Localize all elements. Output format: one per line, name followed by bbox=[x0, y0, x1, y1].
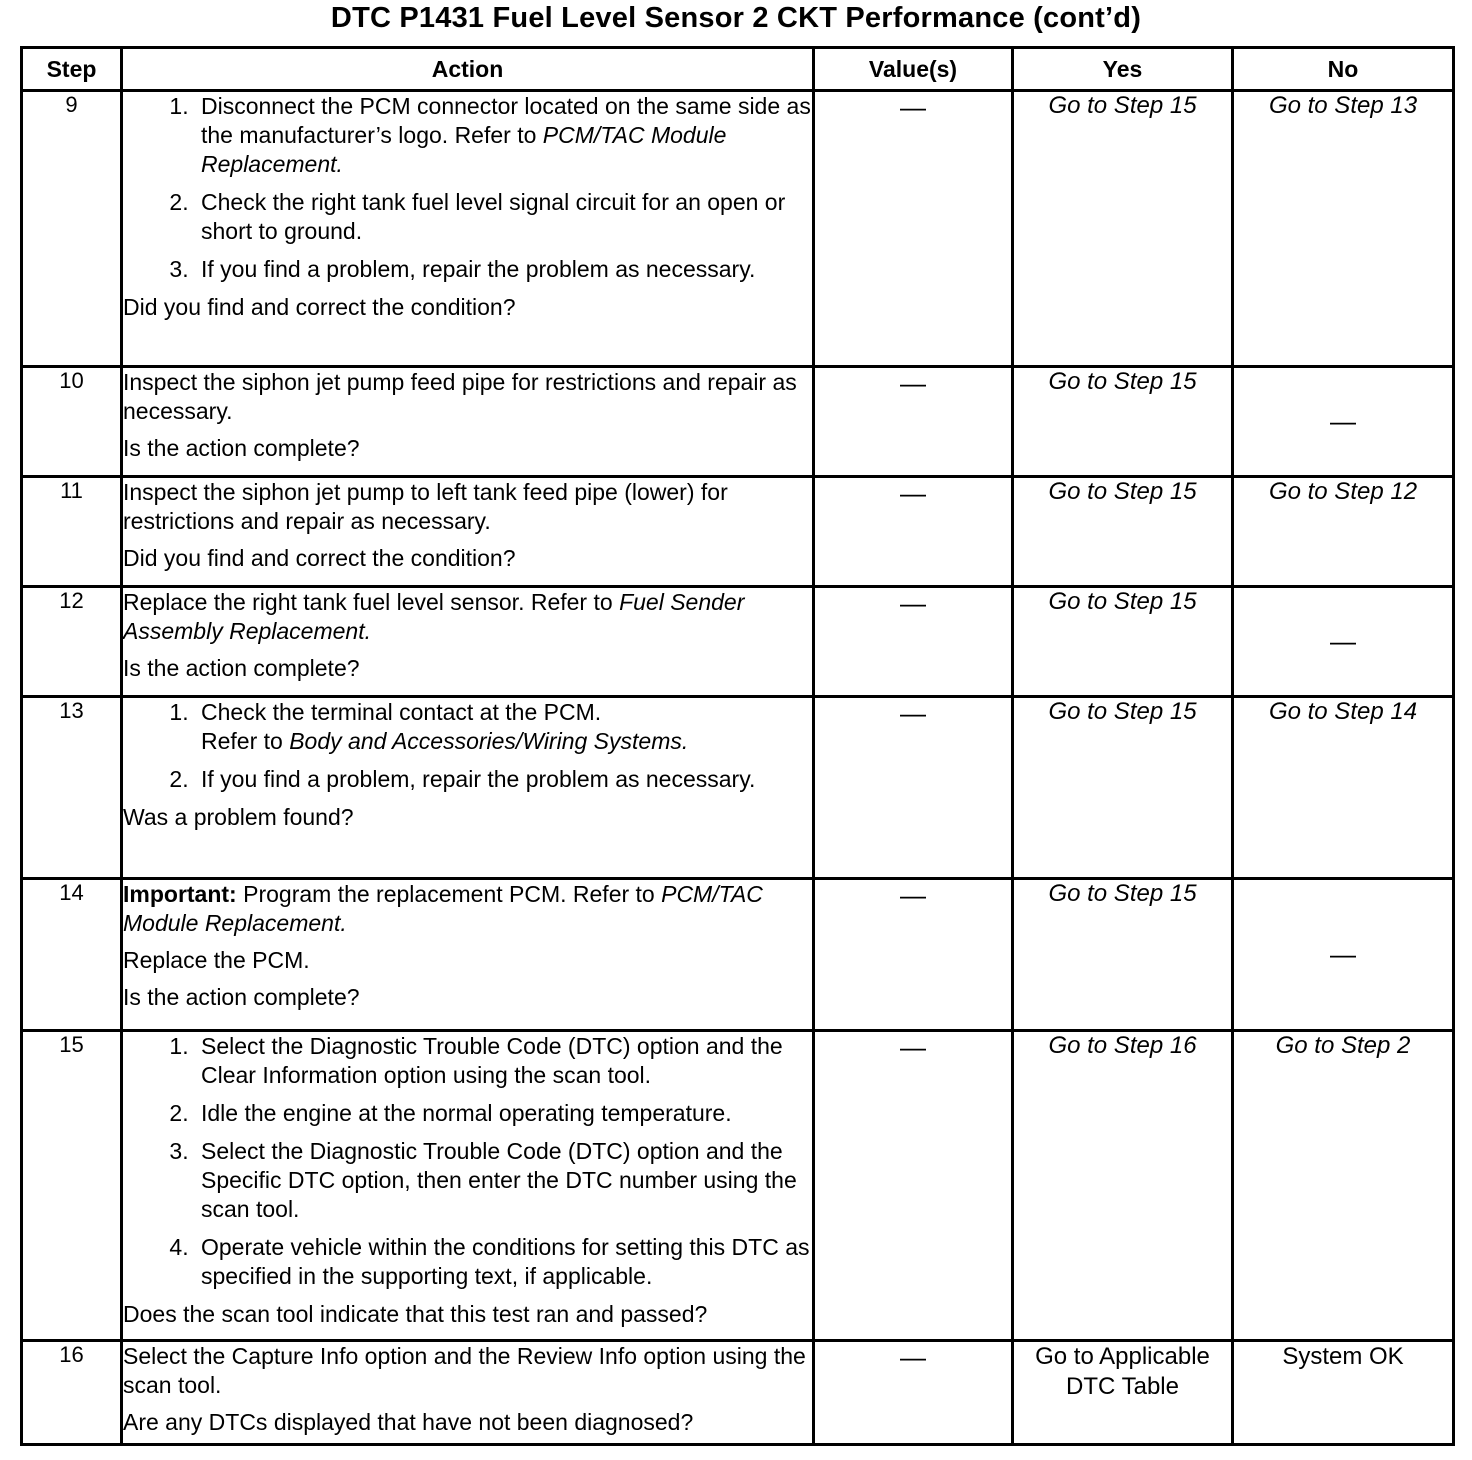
table-row-step-9 bbox=[22, 91, 1454, 367]
page-title: DTC P1431 Fuel Level Sensor 2 CKT Performance (cont’d) bbox=[330, 2, 1142, 34]
table-row-step-16 bbox=[22, 1341, 1454, 1445]
header-action: Action bbox=[122, 48, 814, 91]
list-item: 3. Select the Diagnostic Trouble Code (DTC) option and the Specific DTC option, then enter the DTC number using the scan tool. bbox=[195, 1137, 812, 1224]
question-text: Is the action complete? bbox=[123, 655, 360, 681]
value-cell: — bbox=[814, 587, 1013, 697]
yes-cell bbox=[1013, 1341, 1233, 1445]
question-text: Does the scan tool indicate that this test ran and passed? bbox=[123, 1301, 708, 1327]
action-cell bbox=[122, 91, 814, 367]
yes-cell: Go to Step 16 bbox=[1013, 1031, 1233, 1341]
no-cell: Go to Step 12 bbox=[1233, 477, 1454, 587]
instruction-text: Refer to bbox=[201, 728, 290, 754]
list-item: 3. If you find a problem, repair the problem as necessary. bbox=[195, 255, 812, 284]
table-row-step-10 bbox=[22, 367, 1454, 477]
table-row-step-11 bbox=[22, 477, 1454, 587]
question-text: Was a problem found? bbox=[123, 804, 354, 830]
step-number: 15 bbox=[22, 1031, 122, 1341]
yes-cell: Go to Step 15 bbox=[1013, 879, 1233, 1031]
reference-link-text: PCM/TAC Module Replacement. bbox=[201, 122, 727, 177]
step-number: 10 bbox=[22, 367, 122, 477]
diagnostic-table bbox=[20, 46, 1455, 1446]
table-row-step-13 bbox=[22, 697, 1454, 879]
reference-link-text: PCM/TAC Module Replacement. bbox=[123, 881, 763, 936]
value-cell: — bbox=[814, 91, 1013, 367]
action-text: Select the Capture Info option and the Review Info option using the scan tool. bbox=[123, 1343, 806, 1398]
action-list bbox=[123, 1032, 812, 1291]
list-item: 2. Check the right tank fuel level signal circuit for an open or short to ground. bbox=[195, 188, 812, 246]
question-text: Did you find and correct the condition? bbox=[123, 294, 516, 320]
value-cell: — bbox=[814, 477, 1013, 587]
instruction-text: Program the replacement PCM. Refer to bbox=[236, 881, 662, 907]
table-row-step-14 bbox=[22, 879, 1454, 1031]
list-item: 1. Select the Diagnostic Trouble Code (DTC) option and the Clear Information option using the scan tool. bbox=[195, 1032, 812, 1090]
action-cell bbox=[122, 1031, 814, 1341]
action-cell bbox=[122, 697, 814, 879]
action-text bbox=[123, 588, 812, 646]
instruction-text: Disconnect the PCM connector located on the same side as the manufacturer’s logo. Refer to bbox=[201, 93, 811, 148]
reference-link-text: Body and Accessories/Wiring Systems. bbox=[289, 728, 689, 754]
table-header-row bbox=[22, 48, 1454, 91]
value-cell: — bbox=[814, 1341, 1013, 1445]
no-cell: Go to Step 2 bbox=[1233, 1031, 1454, 1341]
instruction-text: Replace the right tank fuel level sensor. Refer to bbox=[123, 589, 620, 615]
table-row-step-12 bbox=[22, 587, 1454, 697]
no-cell: — bbox=[1233, 587, 1454, 697]
action-cell bbox=[122, 1341, 814, 1445]
instruction-text: Check the terminal contact at the PCM. bbox=[201, 699, 602, 725]
yes-cell: Go to Step 15 bbox=[1013, 587, 1233, 697]
question-text: Is the action complete? bbox=[123, 435, 360, 461]
yes-cell: Go to Step 15 bbox=[1013, 477, 1233, 587]
action-cell bbox=[122, 587, 814, 697]
value-cell: — bbox=[814, 367, 1013, 477]
header-values: Value(s) bbox=[814, 48, 1013, 91]
action-text: Inspect the siphon jet pump to left tank feed pipe (lower) for restrictions and repair as necessary. bbox=[123, 479, 728, 534]
yes-cell: Go to Step 15 bbox=[1013, 367, 1233, 477]
no-cell: — bbox=[1233, 367, 1454, 477]
no-cell: System OK bbox=[1233, 1341, 1454, 1445]
reference-link-text: Fuel Sender Assembly Replacement. bbox=[123, 589, 745, 644]
list-item bbox=[195, 92, 812, 179]
action-list bbox=[123, 92, 812, 284]
step-number: 12 bbox=[22, 587, 122, 697]
action-cell bbox=[122, 367, 814, 477]
no-cell: Go to Step 14 bbox=[1233, 697, 1454, 879]
question-text: Did you find and correct the condition? bbox=[123, 545, 516, 571]
yes-cell: Go to Step 15 bbox=[1013, 697, 1233, 879]
step-number: 9 bbox=[22, 91, 122, 367]
step-number: 16 bbox=[22, 1341, 122, 1445]
value-cell: — bbox=[814, 879, 1013, 1031]
question-text: Is the action complete? bbox=[123, 984, 360, 1010]
list-item: 2. If you find a problem, repair the problem as necessary. bbox=[195, 765, 812, 794]
step-number: 11 bbox=[22, 477, 122, 587]
step-number: 14 bbox=[22, 879, 122, 1031]
no-cell: Go to Step 13 bbox=[1233, 91, 1454, 367]
action-text: Inspect the siphon jet pump feed pipe for restrictions and repair as necessary. bbox=[123, 369, 797, 424]
question-text: Are any DTCs displayed that have not been diagnosed? bbox=[123, 1409, 694, 1435]
value-cell: — bbox=[814, 697, 1013, 879]
table-row-step-15 bbox=[22, 1031, 1454, 1341]
action-cell bbox=[122, 477, 814, 587]
action-cell bbox=[122, 879, 814, 1031]
yes-text-line: Go to Applicable bbox=[1035, 1343, 1210, 1370]
action-list bbox=[123, 698, 812, 794]
yes-text-line: DTC Table bbox=[1066, 1373, 1179, 1400]
important-note bbox=[123, 880, 812, 938]
list-item: 4. Operate vehicle within the conditions for setting this DTC as specified in the supporting text, if applicable. bbox=[195, 1233, 812, 1291]
list-item bbox=[195, 698, 812, 756]
header-yes: Yes bbox=[1013, 48, 1233, 91]
step-number: 13 bbox=[22, 697, 122, 879]
yes-cell: Go to Step 15 bbox=[1013, 91, 1233, 367]
list-item: 2. Idle the engine at the normal operating temperature. bbox=[195, 1099, 812, 1128]
no-cell: — bbox=[1233, 879, 1454, 1031]
header-step: Step bbox=[22, 48, 122, 91]
action-text: Replace the PCM. bbox=[123, 947, 310, 973]
value-cell: — bbox=[814, 1031, 1013, 1341]
header-no: No bbox=[1233, 48, 1454, 91]
important-label: Important: bbox=[123, 881, 237, 907]
